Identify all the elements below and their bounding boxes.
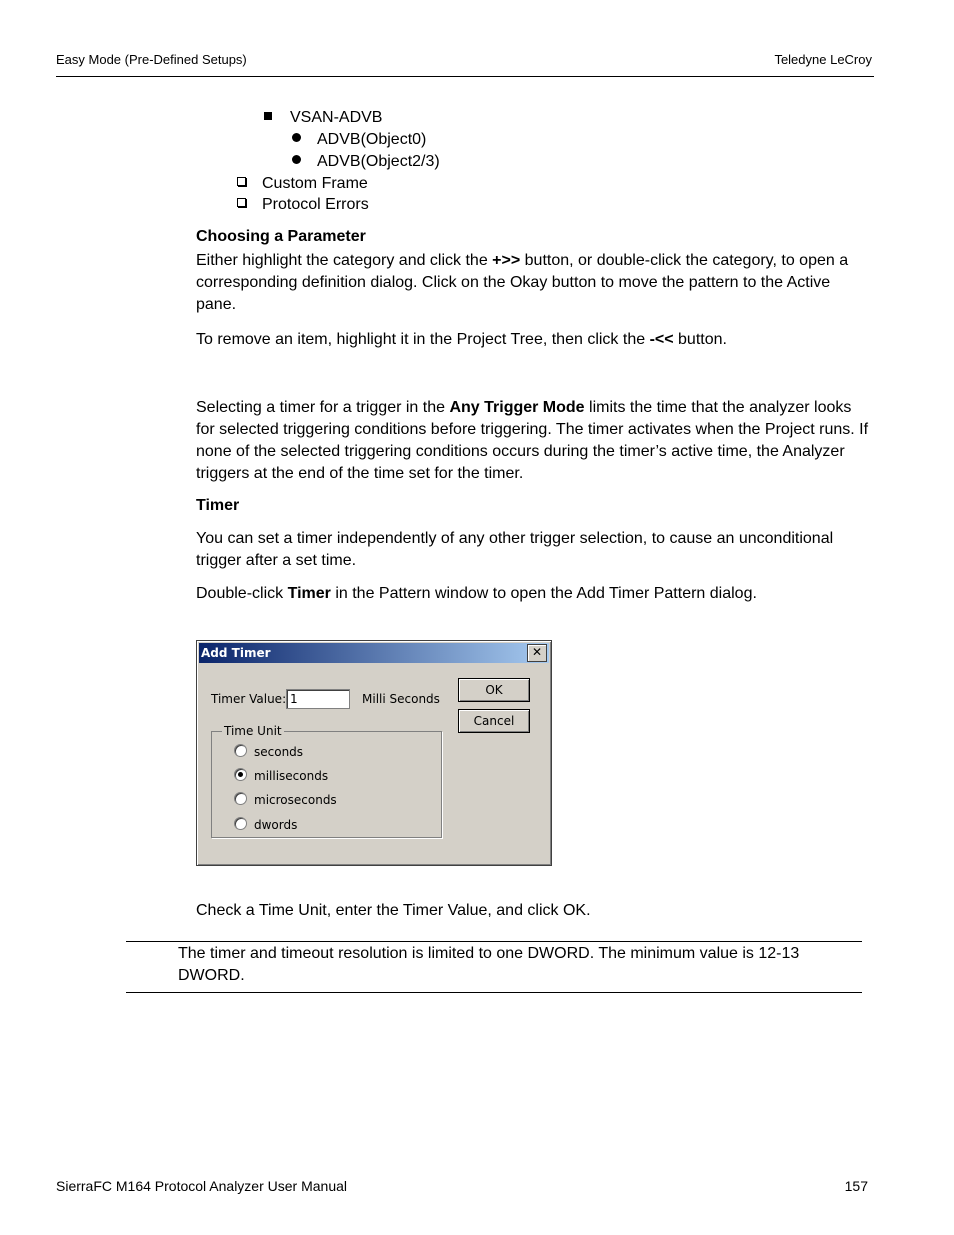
section-heading-timer: Timer: [196, 497, 240, 514]
timer-value-label: Timer Value:: [211, 692, 287, 706]
add-timer-dialog: [196, 640, 552, 866]
list-item-level3: VSAN-ADVB: [264, 107, 382, 129]
list-item-level4: ADVB(Object2/3): [292, 151, 440, 173]
close-icon[interactable]: ✕: [527, 644, 547, 662]
radio-milliseconds[interactable]: milliseconds: [234, 768, 328, 783]
section-heading-choosing: Choosing a Parameter: [196, 228, 366, 245]
paragraph-timer-intro: Selecting a timer for a trigger in the Any Trigger Mode limits the time that the analyzer looks for selected triggering conditions before triggering. The timer activates when the Project runs. If none of the selected triggering conditions occurs during the timer’s active time, the Analyzer triggers at the end of the time set for the timer.: [196, 399, 869, 482]
dialog-title: Add Timer: [199, 643, 549, 663]
note-bottom-rule: [126, 992, 862, 993]
radio-selected-icon: [234, 768, 247, 781]
paragraph-check-unit: Check a Time Unit, enter the Timer Value, and click OK.: [196, 902, 591, 919]
page-footer-title: SierraFC M164 Protocol Analyzer User Manual: [56, 1178, 348, 1194]
radio-icon: [234, 744, 247, 757]
page-number: 157: [844, 1178, 868, 1194]
radio-icon: [234, 792, 247, 805]
page-header-brand: Teledyne LeCroy: [774, 52, 872, 67]
radio-seconds[interactable]: seconds: [234, 744, 303, 759]
note-top-rule: [126, 941, 862, 942]
list-item-level2: Custom Frame: [237, 173, 368, 195]
radio-icon: [234, 817, 247, 830]
note-text: The timer and timeout resolution is limited to one DWORD. The minimum value is 12-13 DWORD.: [178, 945, 800, 984]
box-bullet-icon: [237, 177, 246, 186]
timer-value-input[interactable]: [286, 689, 350, 709]
header-divider: [56, 76, 874, 77]
paragraph-timer: You can set a timer independently of any other trigger selection, to cause an unconditional trigger after a set time.: [196, 530, 834, 569]
unit-label: Milli Seconds: [362, 692, 440, 706]
square-bullet-icon: [264, 112, 272, 120]
radio-dwords[interactable]: dwords: [234, 817, 297, 832]
page-header-title: Easy Mode (Pre-Defined Setups): [56, 52, 247, 67]
paragraph-double-click: Double-click Timer in the Pattern window to open the Add Timer Pattern dialog.: [196, 585, 757, 602]
paragraph-remove: To remove an item, highlight it in the Project Tree, then click the -<< button.: [196, 331, 727, 348]
ok-button[interactable]: OK: [458, 678, 530, 702]
radio-microseconds[interactable]: microseconds: [234, 792, 337, 807]
time-unit-group-label: Time Unit: [224, 724, 282, 738]
box-bullet-icon: [237, 198, 246, 207]
list-item-level2: Protocol Errors: [237, 194, 369, 216]
paragraph-choosing: Either highlight the category and click the +>> button, or double-click the category, to open a corresponding definition dialog. Click on the Okay button to move the pattern to the Active pane.: [196, 252, 849, 313]
dot-bullet-icon: [292, 133, 301, 142]
list-item-level4: ADVB(Object0): [292, 129, 426, 151]
time-unit-group: [211, 724, 442, 838]
dot-bullet-icon: [292, 155, 301, 164]
cancel-button[interactable]: Cancel: [458, 709, 530, 733]
